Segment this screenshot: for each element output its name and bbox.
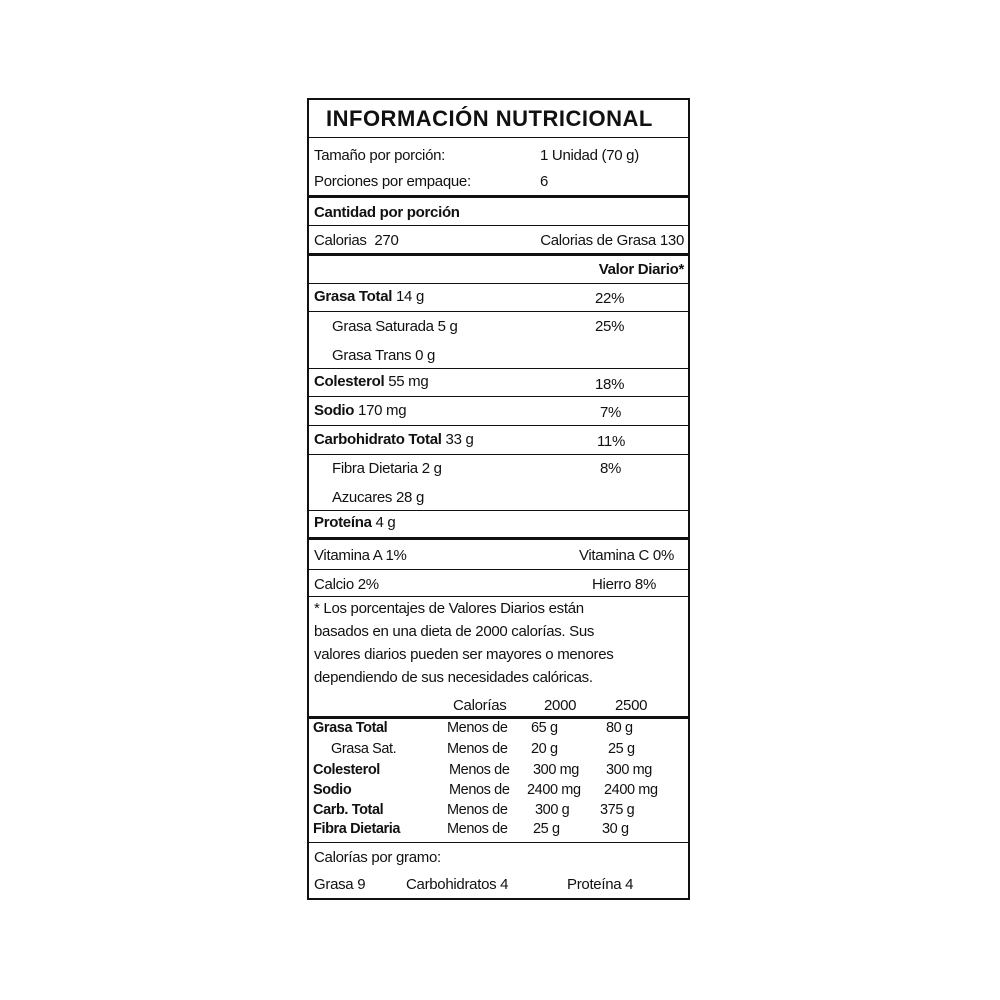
table-row-name: Grasa Total	[313, 720, 388, 736]
table-row-2500: 25 g	[608, 741, 635, 757]
table-header-calories: Calorías	[453, 697, 507, 714]
serving-size-value: 1 Unidad (70 g)	[540, 147, 639, 164]
footnote-line: * Los porcentajes de Valores Diarios están	[314, 600, 584, 617]
divider	[309, 716, 688, 719]
nutrient-amount: 28 g	[396, 489, 425, 506]
nutrient-name: Colesterol	[314, 373, 385, 390]
nutrient-amount: 55 mg	[388, 373, 429, 390]
nutrient-amount: 2 g	[421, 460, 442, 477]
divider	[309, 368, 688, 369]
iron: Hierro 8%	[592, 576, 656, 593]
nutrition-label	[307, 98, 690, 900]
table-row-name: Grasa Sat.	[331, 741, 397, 757]
daily-value-header: Valor Diario*	[598, 261, 684, 278]
nutrient-name: Carbohidrato Total	[314, 431, 442, 448]
table-row-limit: Menos de	[447, 720, 508, 736]
nutrient-sodium	[314, 402, 406, 420]
table-row-2000: 300 mg	[533, 762, 579, 778]
table-row-2000: 65 g	[531, 720, 558, 736]
table-row-2500: 80 g	[606, 720, 633, 736]
nutrient-name: Fibra Dietaria	[332, 460, 418, 477]
nutrient-dv: 7%	[600, 404, 622, 421]
label-title: INFORMACIÓN NUTRICIONAL	[326, 106, 653, 131]
divider	[309, 537, 688, 540]
calories-per-gram-protein: Proteína 4	[567, 876, 634, 893]
amount-per-serving-header: Cantidad por porción	[314, 204, 460, 221]
nutrient-amount: 0 g	[415, 347, 436, 364]
divider	[309, 137, 688, 138]
nutrient-total-fat	[314, 288, 424, 306]
table-row-name: Colesterol	[313, 762, 380, 778]
calcium: Calcio 2%	[314, 576, 379, 593]
divider	[309, 225, 688, 226]
table-row-2000: 2400 mg	[527, 782, 581, 798]
nutrient-dietary-fiber	[332, 460, 442, 478]
nutrient-amount: 5 g	[437, 318, 458, 335]
table-row-name: Fibra Dietaria	[313, 821, 401, 837]
calories-from-fat-value: 130	[659, 232, 684, 249]
table-row-limit: Menos de	[449, 782, 510, 798]
nutrient-amount: 14 g	[396, 288, 424, 305]
nutrient-amount: 170 mg	[358, 402, 407, 419]
nutrient-saturated-fat	[332, 318, 458, 336]
divider	[309, 195, 688, 198]
serving-size-label: Tamaño por porción:	[314, 147, 446, 164]
nutrient-cholesterol	[314, 373, 428, 391]
footnote-line: dependiendo de sus necesidades calóricas.	[314, 669, 593, 686]
calories-from-fat	[540, 232, 684, 250]
calories-from-fat-label: Calorias de Grasa	[540, 232, 656, 249]
divider	[309, 596, 688, 597]
nutrient-name: Azucares	[332, 489, 393, 506]
nutrient-name: Sodio	[314, 402, 355, 419]
servings-per-package-label: Porciones por empaque:	[314, 173, 471, 190]
nutrient-dv: 18%	[595, 376, 625, 393]
nutrient-sugars	[332, 489, 424, 507]
table-row-2500: 300 mg	[606, 762, 652, 778]
footnote-line: basados en una dieta de 2000 calorías. Sus	[314, 623, 595, 640]
divider	[309, 311, 688, 312]
table-row-limit: Menos de	[447, 741, 508, 757]
calories-per-gram-carbs: Carbohidratos 4	[406, 876, 509, 893]
nutrient-amount: 4 g	[375, 514, 396, 531]
table-row-2500: 30 g	[602, 821, 629, 837]
table-row-name: Sodio	[313, 782, 352, 798]
table-row-limit: Menos de	[449, 762, 510, 778]
divider	[309, 425, 688, 426]
calories-per-gram-label: Calorías por gramo:	[314, 849, 441, 866]
nutrient-name: Proteína	[314, 514, 372, 531]
calories-value: 270	[374, 232, 399, 249]
footnote-line: valores diarios pueden ser mayores o menores	[314, 646, 614, 663]
nutrient-amount: 33 g	[445, 431, 474, 448]
nutrient-protein	[314, 514, 395, 532]
table-row-limit: Menos de	[447, 821, 508, 837]
table-row-limit: Menos de	[447, 802, 508, 818]
calories-row	[314, 232, 399, 250]
table-row-2000: 20 g	[531, 741, 558, 757]
table-row-2000: 300 g	[535, 802, 570, 818]
nutrient-trans-fat	[332, 347, 435, 365]
nutrient-dv: 11%	[597, 433, 626, 450]
table-row-2000: 25 g	[533, 821, 560, 837]
divider	[309, 510, 688, 511]
divider	[309, 283, 688, 284]
table-row-name: Carb. Total	[313, 802, 384, 818]
vitamin-c: Vitamina C 0%	[578, 547, 674, 564]
table-row-2500: 2400 mg	[604, 782, 658, 798]
nutrient-dv: 25%	[595, 318, 625, 335]
nutrient-name: Grasa Total	[314, 288, 393, 305]
calories-per-gram-fat: Grasa 9	[314, 876, 366, 893]
servings-per-package-value: 6	[540, 173, 549, 190]
nutrient-dv: 8%	[600, 460, 622, 477]
divider	[309, 842, 688, 843]
nutrient-name: Grasa Saturada	[332, 318, 434, 335]
divider	[309, 454, 688, 455]
divider	[309, 253, 688, 256]
nutrient-total-carbohydrate	[314, 431, 474, 449]
table-header-2000: 2000	[544, 697, 577, 714]
table-row-2500: 375 g	[600, 802, 635, 818]
nutrient-dv: 22%	[595, 290, 625, 307]
nutrient-name: Grasa Trans	[332, 347, 412, 364]
divider	[309, 396, 688, 397]
table-header-2500: 2500	[615, 697, 648, 714]
divider	[309, 569, 688, 570]
vitamin-a: Vitamina A 1%	[314, 547, 407, 564]
calories-label: Calorias	[314, 232, 367, 249]
